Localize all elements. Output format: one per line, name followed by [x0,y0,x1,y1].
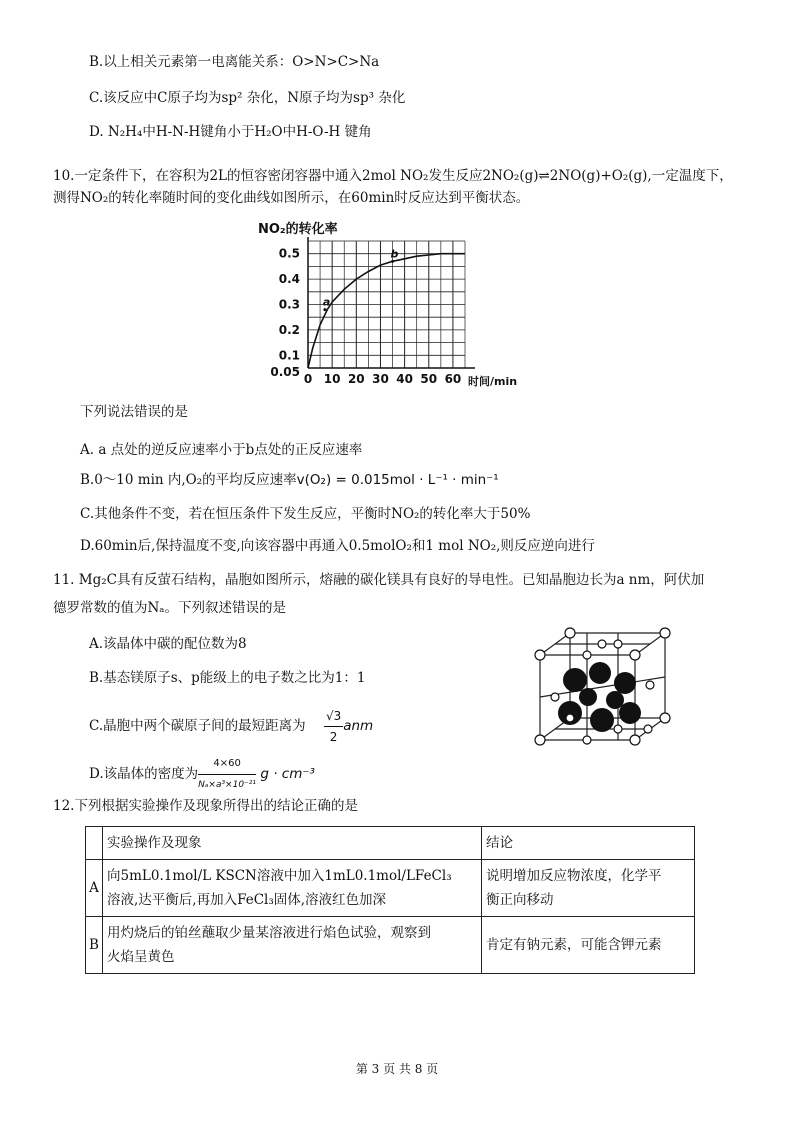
point-a-label: a [322,295,331,309]
q9-option-c: C.该反应中C原子均为sp² 杂化，N原子均为sp³ 杂化 [89,90,406,106]
q10-option-b-formula: v(O₂) = 0.015mol · L⁻¹ · min⁻¹ [296,472,499,488]
q10-option-d: D.60min后,保持温度不变,向该容器中再通入0.5molO₂和1 mol NO₂,则反应逆向进行 [80,538,595,554]
table-header-operation: 实验操作及现象 [103,827,482,860]
x-tick-label: 30 [372,372,389,386]
table-row [86,860,695,917]
row-operation [103,917,482,974]
q11-option-d-text: D.该晶体的密度为 [89,766,199,782]
page-footer: 第 3 页 共 8 页 [355,1062,439,1076]
q10-stem-line2: 测得NO₂的转化率随时间的变化曲线如图所示，在60min时反应达到平衡状态。 [53,190,530,206]
row-conclusion-line: 肯定有钠元素，可能含钾元素 [486,937,662,953]
x-tick-label: 10 [323,372,341,386]
q11-d-denominator: Nₐ×a³×10⁻²¹ [198,780,257,790]
table-header-conclusion: 结论 [482,827,695,860]
q10-option-b-text: B.0～10 min 内,O₂的平均反应速率 [80,472,297,488]
row-operation-line: 火焰呈黄色 [107,949,175,965]
x-tick-label: 20 [347,372,365,386]
table-header-row [86,827,695,860]
q11-c-denominator: 2 [329,730,338,744]
q10-stem-line1: 10.一定条件下，在容积为2L的恒容密闭容器中通入2mol NO₂发生反应2NO₂(g)⇌2NO(g)+O₂(g),一定温度下， [53,168,733,184]
row-operation-line: 向5mL0.1mol/L KSCN溶液中加入1mL0.1mol/LFeCl₃ [107,868,452,884]
row-conclusion [482,917,695,974]
row-conclusion-line: 说明增加反应物浓度，化学平 [486,868,662,884]
y-tick-label: 0.05 [270,365,300,379]
q11-option-c [89,706,373,747]
row-label: A [86,860,103,917]
x-tick-label: 60 [444,372,462,386]
x-tick-label: 0 [303,372,313,386]
y-tick-label: 0.4 [278,272,300,287]
q11-option-c-text: C.晶胞中两个碳原子间的最短距离为 [89,718,306,734]
q11-stem-line2: 德罗常数的值为Nₐ。下列叙述错误的是 [53,600,287,616]
crystal-cell-figure [530,625,680,750]
q11-c-numerator: √3 [324,706,343,727]
q12-stem: 12.下列根据实验操作及现象所得出的结论正确的是 [53,798,358,814]
row-conclusion [482,860,695,917]
conversion-chart [250,215,530,390]
q9-option-b: B.以上相关元素第一电离能关系：O>N>C>Na [89,54,380,70]
q10-option-a: A. a 点处的逆反应速率小于b点处的正反应速率 [80,442,363,458]
q11-option-d-fraction [198,754,256,795]
table-row [86,917,695,974]
q11-option-d-unit: g · cm⁻³ [260,766,315,782]
q10-option-c: C.其他条件不变，若在恒压条件下发生反应，平衡时NO₂的转化率大于50% [80,506,531,522]
q11-stem-line1: 11. Mg₂C具有反萤石结构，晶胞如图所示，熔融的碳化镁具有良好的导电性。已知晶胞边长为a nm，阿伏加 [53,572,705,588]
q9-option-d: D. N₂H₄中H-N-H键角小于H₂O中H-O-H 键角 [89,124,372,140]
q11-option-c-unit: anm [343,718,374,734]
q10-prompt: 下列说法错误的是 [80,404,188,420]
y-tick-label: 0.5 [278,246,300,261]
q11-option-d [89,754,315,795]
point-b-label: b [390,247,399,261]
y-tick-label: 0.1 [278,348,300,363]
q10-option-b [80,470,499,490]
row-conclusion-line: 衡正向移动 [486,892,554,908]
row-operation-line: 溶液,达平衡后,再加入FeCl₃固体,溶液红色加深 [107,892,387,908]
q11-d-numerator: 4×60 [198,754,256,775]
experiment-table [85,826,695,974]
row-operation [103,860,482,917]
x-tick-label: 50 [420,372,438,386]
row-operation-line: 用灼烧后的铂丝蘸取少量某溶液进行焰色试验，观察到 [107,925,431,941]
q11-option-a: A.该晶体中碳的配位数为8 [89,636,247,652]
table-header-blank [86,827,103,860]
q11-option-c-fraction [324,706,343,747]
y-tick-label: 0.3 [278,297,300,312]
row-label: B [86,917,103,974]
chart-x-label: 时间/min [468,375,518,388]
chart-title: NO₂的转化率 [258,222,338,237]
q11-option-b: B.基态镁原子s、p能级上的电子数之比为1：1 [89,670,366,686]
x-tick-label: 40 [396,372,413,386]
y-tick-label: 0.2 [278,322,300,337]
conversion-curve [308,254,465,368]
